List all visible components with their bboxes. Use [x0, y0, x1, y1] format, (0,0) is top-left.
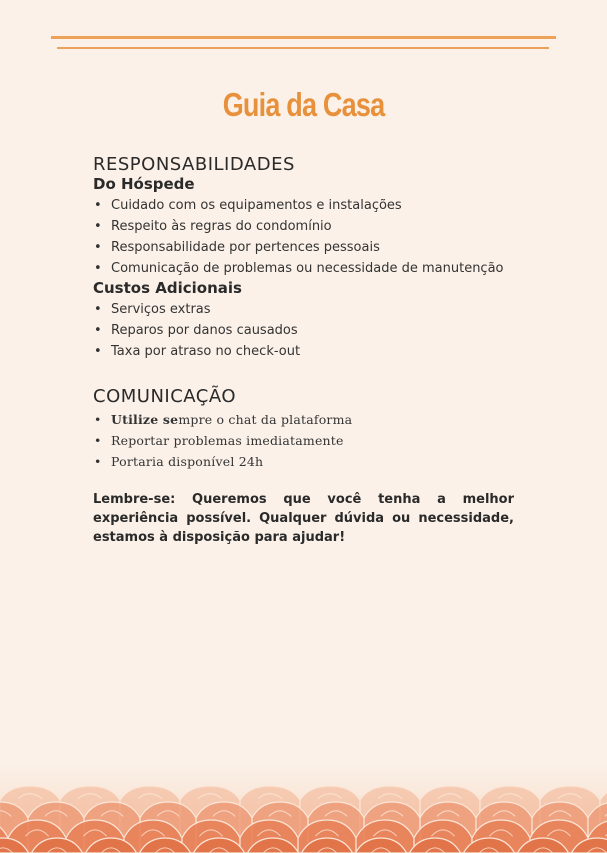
list-item-rest: mpre o chat da plataforma [178, 412, 353, 427]
list-item: • Responsabilidade por pertences pessoais [93, 237, 514, 258]
section-heading-comunicacao: COMUNICAÇÃO [93, 386, 237, 407]
list-custos [93, 299, 514, 362]
list-item: • Taxa por atraso no check-out [93, 341, 514, 362]
subsection-heading-hospede: Do Hóspede [93, 175, 195, 193]
subsection-heading-custos: Custos Adicionais [93, 279, 242, 297]
page-title: Guia da Casa [222, 86, 385, 123]
top-rule-secondary [57, 47, 549, 49]
section-heading-responsabilidades: RESPONSABILIDADES [93, 154, 295, 175]
list-item: • Portaria disponível 24h [93, 451, 514, 472]
top-rule [51, 36, 556, 39]
list-hospede [93, 195, 514, 279]
list-item: • Cuidado com os equipamentos e instalações [93, 195, 514, 216]
reminder-note: Lembre-se: Queremos que você tenha a melhor experiência possível. Qualquer dúvida ou necessidade, estamos à disposição para ajudar! [93, 492, 514, 545]
list-comunicacao [93, 409, 514, 472]
list-item: • Serviços extras [93, 299, 514, 320]
wave-decoration [0, 764, 607, 853]
list-item: • Reportar problemas imediatamente [93, 430, 514, 451]
list-item: • Reparos por danos causados [93, 320, 514, 341]
list-item: • Comunicação de problemas ou necessidade de manutenção [93, 258, 514, 279]
list-item [93, 409, 514, 430]
list-item: • Respeito às regras do condomínio [93, 216, 514, 237]
list-item-bold-part: Utilize se [111, 412, 179, 427]
main-content [93, 154, 514, 547]
